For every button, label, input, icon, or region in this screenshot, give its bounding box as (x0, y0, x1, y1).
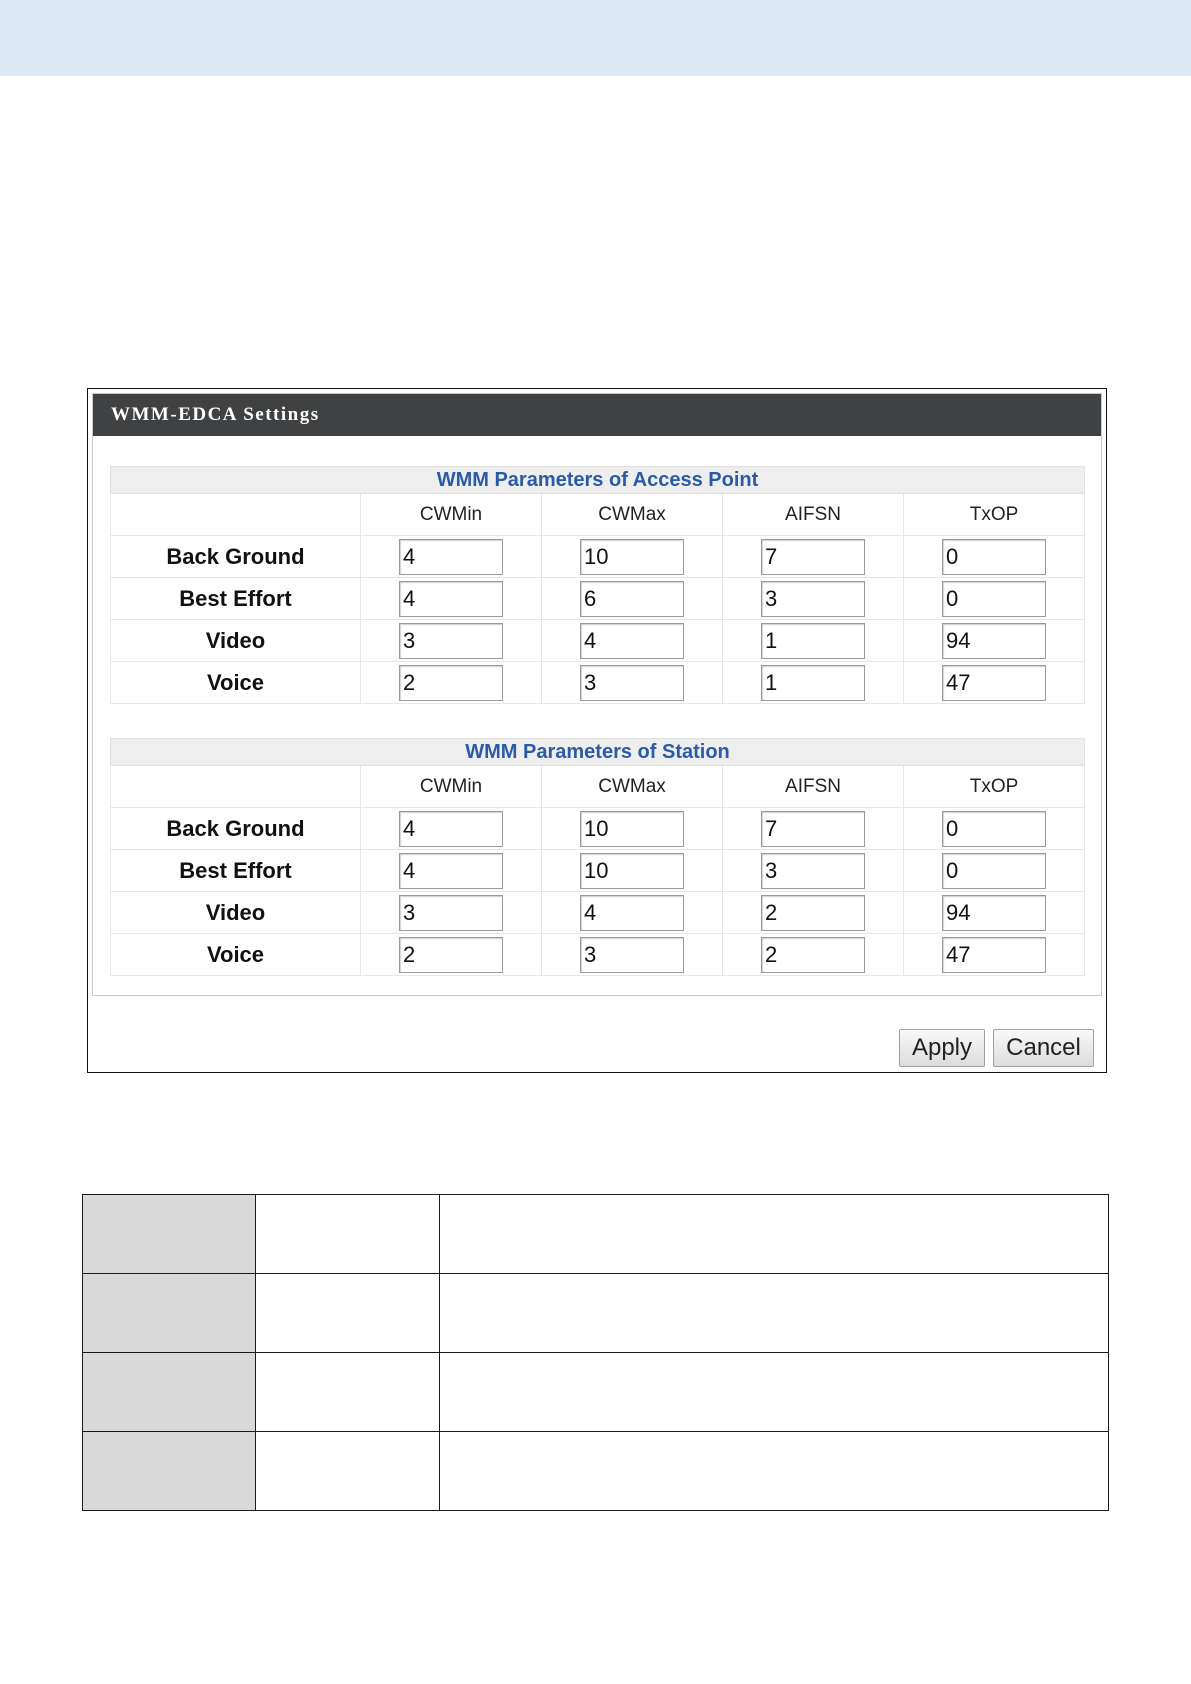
blank-header (111, 766, 361, 808)
sta-background-txop-input[interactable]: 0 (942, 811, 1046, 847)
table-row (111, 850, 1085, 892)
sta-best-effort-cwmax-input[interactable]: 10 (580, 853, 684, 889)
sta-best-effort-txop-input[interactable]: 0 (942, 853, 1046, 889)
value-cell (256, 1274, 440, 1353)
ap-best-effort-cwmax-input[interactable]: 6 (580, 581, 684, 617)
table-row (111, 892, 1085, 934)
sta-background-aifsn-input[interactable]: 7 (761, 811, 865, 847)
value-cell (256, 1195, 440, 1274)
row-label: Voice (111, 934, 361, 976)
ap-video-aifsn-input[interactable]: 1 (761, 623, 865, 659)
table-row (83, 1195, 1109, 1274)
table-row (111, 536, 1085, 578)
panel-title: WMM-EDCA Settings (93, 394, 1101, 436)
sta-best-effort-cwmin-input[interactable]: 4 (399, 853, 503, 889)
cwmin-header: CWMin (361, 494, 542, 536)
sta-video-cwmin-input[interactable]: 3 (399, 895, 503, 931)
description-cell (440, 1274, 1109, 1353)
sta-background-cwmax-input[interactable]: 10 (580, 811, 684, 847)
parameter-description-table (82, 1194, 1109, 1511)
value-cell (256, 1432, 440, 1511)
sta-video-txop-input[interactable]: 94 (942, 895, 1046, 931)
sta-voice-cwmin-input[interactable]: 2 (399, 937, 503, 973)
txop-header: TxOP (904, 766, 1085, 808)
table-row (83, 1353, 1109, 1432)
table-row (111, 808, 1085, 850)
sta-best-effort-aifsn-input[interactable]: 3 (761, 853, 865, 889)
ap-video-txop-input[interactable]: 94 (942, 623, 1046, 659)
table-row (83, 1274, 1109, 1353)
value-cell (256, 1353, 440, 1432)
settings-screenshot (87, 388, 1107, 1073)
sta-video-cwmax-input[interactable]: 4 (580, 895, 684, 931)
ap-background-txop-input[interactable]: 0 (942, 539, 1046, 575)
cwmax-header: CWMax (542, 766, 723, 808)
ap-best-effort-aifsn-input[interactable]: 3 (761, 581, 865, 617)
description-cell (440, 1353, 1109, 1432)
sta-voice-cwmax-input[interactable]: 3 (580, 937, 684, 973)
cwmax-header: CWMax (542, 494, 723, 536)
access-point-table (110, 466, 1085, 704)
row-label: Voice (111, 662, 361, 704)
row-label: Best Effort (111, 850, 361, 892)
ap-voice-aifsn-input[interactable]: 1 (761, 665, 865, 701)
ap-video-cwmin-input[interactable]: 3 (399, 623, 503, 659)
description-cell (440, 1195, 1109, 1274)
sta-voice-txop-input[interactable]: 47 (942, 937, 1046, 973)
row-label: Video (111, 892, 361, 934)
ap-voice-cwmax-input[interactable]: 3 (580, 665, 684, 701)
table-row (111, 620, 1085, 662)
cwmin-header: CWMin (361, 766, 542, 808)
cancel-button[interactable]: Cancel (993, 1029, 1094, 1067)
sta-video-aifsn-input[interactable]: 2 (761, 895, 865, 931)
txop-header: TxOP (904, 494, 1085, 536)
label-cell (83, 1353, 256, 1432)
wmm-edca-panel (92, 393, 1102, 996)
sta-background-cwmin-input[interactable]: 4 (399, 811, 503, 847)
apply-button[interactable]: Apply (899, 1029, 985, 1067)
table-row (111, 662, 1085, 704)
description-cell (440, 1432, 1109, 1511)
label-cell (83, 1432, 256, 1511)
label-cell (83, 1195, 256, 1274)
table-row (111, 578, 1085, 620)
label-cell (83, 1274, 256, 1353)
ap-background-cwmax-input[interactable]: 10 (580, 539, 684, 575)
ap-video-cwmax-input[interactable]: 4 (580, 623, 684, 659)
ap-background-aifsn-input[interactable]: 7 (761, 539, 865, 575)
row-label: Video (111, 620, 361, 662)
page-header-band (0, 0, 1191, 76)
aifsn-header: AIFSN (723, 494, 904, 536)
table-row (111, 934, 1085, 976)
row-label: Back Ground (111, 536, 361, 578)
table-row (83, 1432, 1109, 1511)
ap-best-effort-cwmin-input[interactable]: 4 (399, 581, 503, 617)
row-label: Best Effort (111, 578, 361, 620)
blank-header (111, 494, 361, 536)
ap-background-cwmin-input[interactable]: 4 (399, 539, 503, 575)
aifsn-header: AIFSN (723, 766, 904, 808)
station-section-title: WMM Parameters of Station (111, 739, 1085, 766)
ap-voice-cwmin-input[interactable]: 2 (399, 665, 503, 701)
ap-best-effort-txop-input[interactable]: 0 (942, 581, 1046, 617)
row-label: Back Ground (111, 808, 361, 850)
station-table (110, 738, 1085, 976)
ap-voice-txop-input[interactable]: 47 (942, 665, 1046, 701)
sta-voice-aifsn-input[interactable]: 2 (761, 937, 865, 973)
access-point-section-title: WMM Parameters of Access Point (111, 467, 1085, 494)
